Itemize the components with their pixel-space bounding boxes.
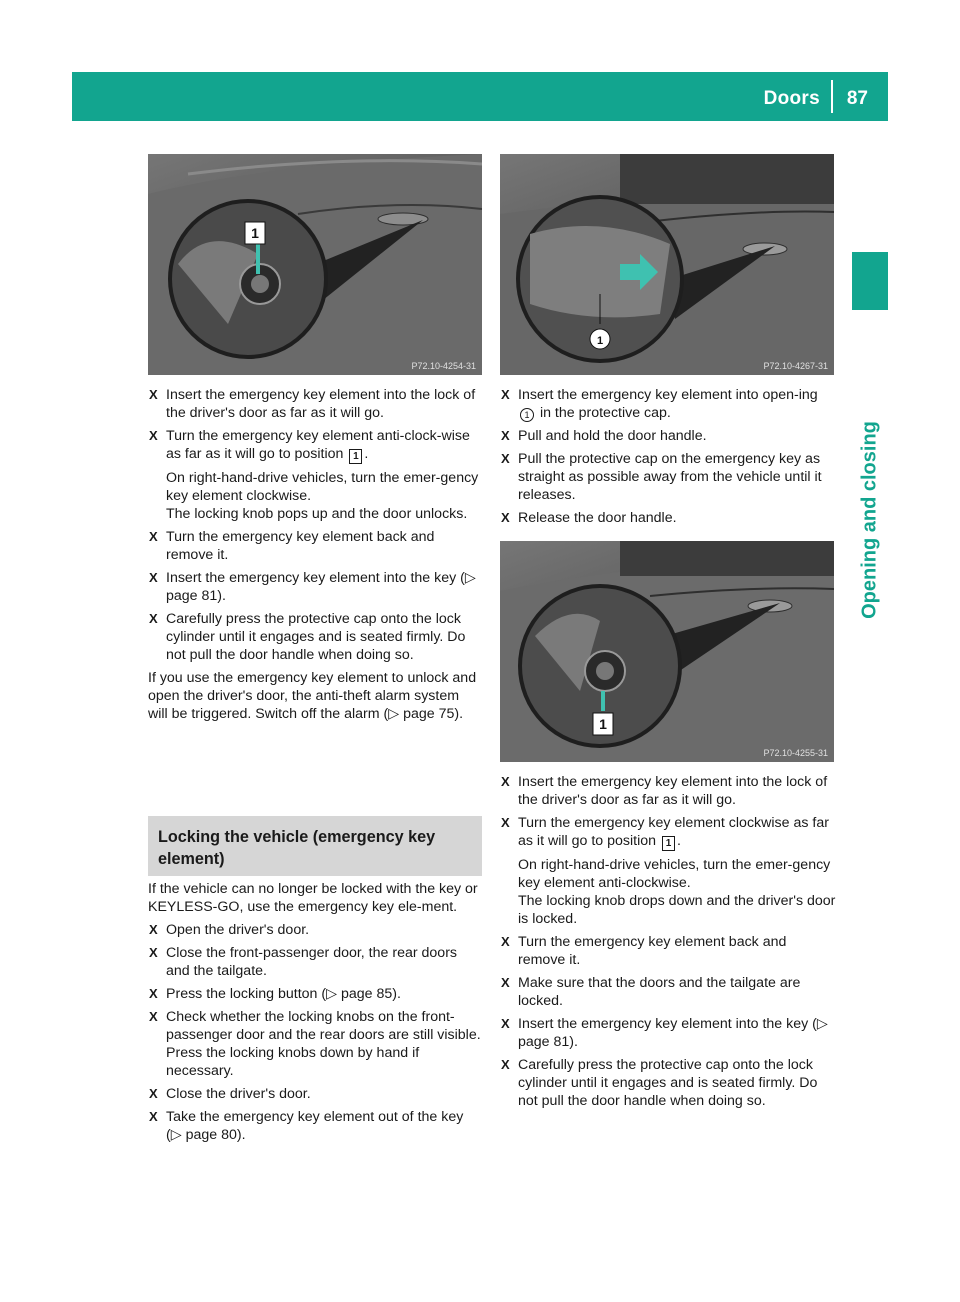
step-text: Pull the protective cap on the emergency key as straight as possible away from the vehicle until it releases.: [518, 451, 822, 503]
list-item: [500, 773, 836, 809]
step-note: On right-hand-drive vehicles, turn the emer-gency key element anti-clockwise.: [518, 857, 831, 891]
step-text: Carefully press the protective cap onto the lock cylinder until it engages and is seated firmly. Do not pull the door handle when doing so.: [518, 1057, 818, 1109]
section-intro: If the vehicle can no longer be locked with the key or KEYLESS-GO, use the emergency key ele-ment.: [148, 881, 478, 915]
figure-2-callout: 1: [596, 335, 604, 347]
figure-3-illustration: [500, 541, 834, 762]
step-marker: X: [501, 510, 510, 525]
list-item: [148, 386, 482, 422]
step-marker: X: [149, 1086, 158, 1101]
step-text: Close the front-passenger door, the rear doors and the tailgate.: [166, 945, 458, 979]
step-text: Take the emergency key element out of the key (▷ page 80).: [166, 1109, 464, 1143]
list-item: [148, 610, 482, 664]
figure-door-lock-cylinder: [148, 154, 482, 375]
step-marker: X: [501, 934, 510, 949]
position-callout: 1: [349, 449, 362, 464]
step-text: Turn the emergency key element anti-clock-wise as far as it will go to position: [166, 428, 470, 462]
list-item: [148, 985, 482, 1003]
position-callout: 1: [662, 836, 675, 851]
header-bar: [72, 72, 888, 121]
section-heading: [148, 816, 482, 876]
step-marker: X: [501, 428, 510, 443]
left-column-unlock-steps: [148, 386, 482, 728]
step-marker: X: [149, 387, 158, 402]
list-item: [148, 921, 482, 939]
figure-code: P72.10-4254-31: [411, 361, 476, 371]
alarm-paragraph: If you use the emergency key element to unlock and open the driver's door, the anti-theft alarm system will be triggered. Switch off the alarm (▷ page 75).: [148, 670, 477, 722]
step-marker: X: [149, 1009, 158, 1024]
step-text: Make sure that the doors and the tailgate are locked.: [518, 975, 801, 1009]
page-number: 87: [846, 88, 868, 109]
side-tab-marker: [852, 252, 888, 310]
step-marker: X: [149, 529, 158, 544]
figure-code: P72.10-4267-31: [763, 361, 828, 371]
step-text: Insert the emergency key element into the key (▷ page 81).: [518, 1016, 828, 1050]
right-column-cap-steps: [500, 386, 836, 532]
section-title: Locking the vehicle (emergency key element): [158, 828, 436, 868]
list-item: [500, 450, 836, 504]
step-marker: X: [149, 922, 158, 937]
step-text: Insert the emergency key element into the lock of the driver's door as far as it will go.: [166, 387, 476, 421]
list-item: [148, 528, 482, 564]
step-text: Open the driver's door.: [166, 922, 310, 938]
header-divider: [831, 80, 833, 113]
figure-1-illustration: [148, 154, 482, 375]
list-item: [148, 944, 482, 980]
page-title: Doors: [763, 88, 820, 109]
right-column-lock-steps: [500, 773, 836, 1115]
figure-protective-cap: [500, 154, 834, 375]
step-marker: X: [501, 387, 510, 402]
list-item: [148, 1108, 482, 1144]
opening-callout: 1: [520, 408, 534, 422]
list-item: [148, 427, 482, 464]
step-note: The locking knob pops up and the door unlocks.: [166, 506, 468, 522]
figure-1-callout: 1: [251, 225, 259, 241]
list-item: [500, 814, 836, 851]
list-item: [148, 1085, 482, 1103]
step-text: Close the driver's door.: [166, 1086, 311, 1102]
step-marker: X: [149, 570, 158, 585]
list-item: [500, 933, 836, 969]
step-marker: X: [149, 986, 158, 1001]
figure-code: P72.10-4255-31: [763, 748, 828, 758]
step-text: .: [676, 833, 681, 849]
step-text: Insert the emergency key element into open-ing: [518, 387, 818, 403]
figure-door-lock-locking: [500, 541, 834, 762]
step-text: Check whether the locking knobs on the front-passenger door and the rear doors are still visible. Press the locking knobs down by hand if necessary.: [166, 1009, 481, 1079]
step-marker: X: [501, 451, 510, 466]
left-column-lock-steps: [148, 880, 482, 1149]
step-text: Insert the emergency key element into the lock of the driver's door as far as it will go.: [518, 774, 828, 808]
figure-3-callout: 1: [599, 716, 607, 732]
step-marker: X: [149, 611, 158, 626]
step-marker: X: [501, 1016, 510, 1031]
step-marker: X: [149, 428, 158, 443]
step-text: Release the door handle.: [518, 510, 677, 526]
step-note: On right-hand-drive vehicles, turn the emer-gency key element clockwise.: [166, 470, 479, 504]
step-text: in the protective cap.: [539, 405, 671, 421]
step-text: Pull and hold the door handle.: [518, 428, 707, 444]
figure-2-illustration: [500, 154, 834, 375]
list-item: [500, 509, 836, 527]
list-item: [148, 569, 482, 605]
step-text: .: [364, 446, 369, 462]
list-item: [500, 386, 836, 422]
step-note: The locking knob drops down and the driver's door is locked.: [518, 893, 836, 927]
step-marker: X: [149, 1109, 158, 1124]
step-marker: X: [501, 774, 510, 789]
step-text: Turn the emergency key element clockwise as far as it will go to position: [518, 815, 829, 849]
step-marker: X: [501, 975, 510, 990]
step-text: Insert the emergency key element into the key (▷ page 81).: [166, 570, 476, 604]
step-marker: X: [501, 815, 510, 830]
step-marker: X: [501, 1057, 510, 1072]
step-text: Turn the emergency key element back and remove it.: [518, 934, 787, 968]
list-item: [500, 427, 836, 445]
list-item: [148, 1008, 482, 1080]
step-marker: X: [149, 945, 158, 960]
list-item: [500, 1056, 836, 1110]
step-text: Press the locking button (▷ page 85).: [166, 986, 401, 1002]
step-text: Carefully press the protective cap onto the lock cylinder until it engages and is seated firmly. Do not pull the door handle when doing so.: [166, 611, 466, 663]
step-text: Turn the emergency key element back and remove it.: [166, 529, 435, 563]
list-item: [500, 974, 836, 1010]
list-item: [500, 1015, 836, 1051]
side-section-label: Opening and closing: [858, 421, 881, 619]
